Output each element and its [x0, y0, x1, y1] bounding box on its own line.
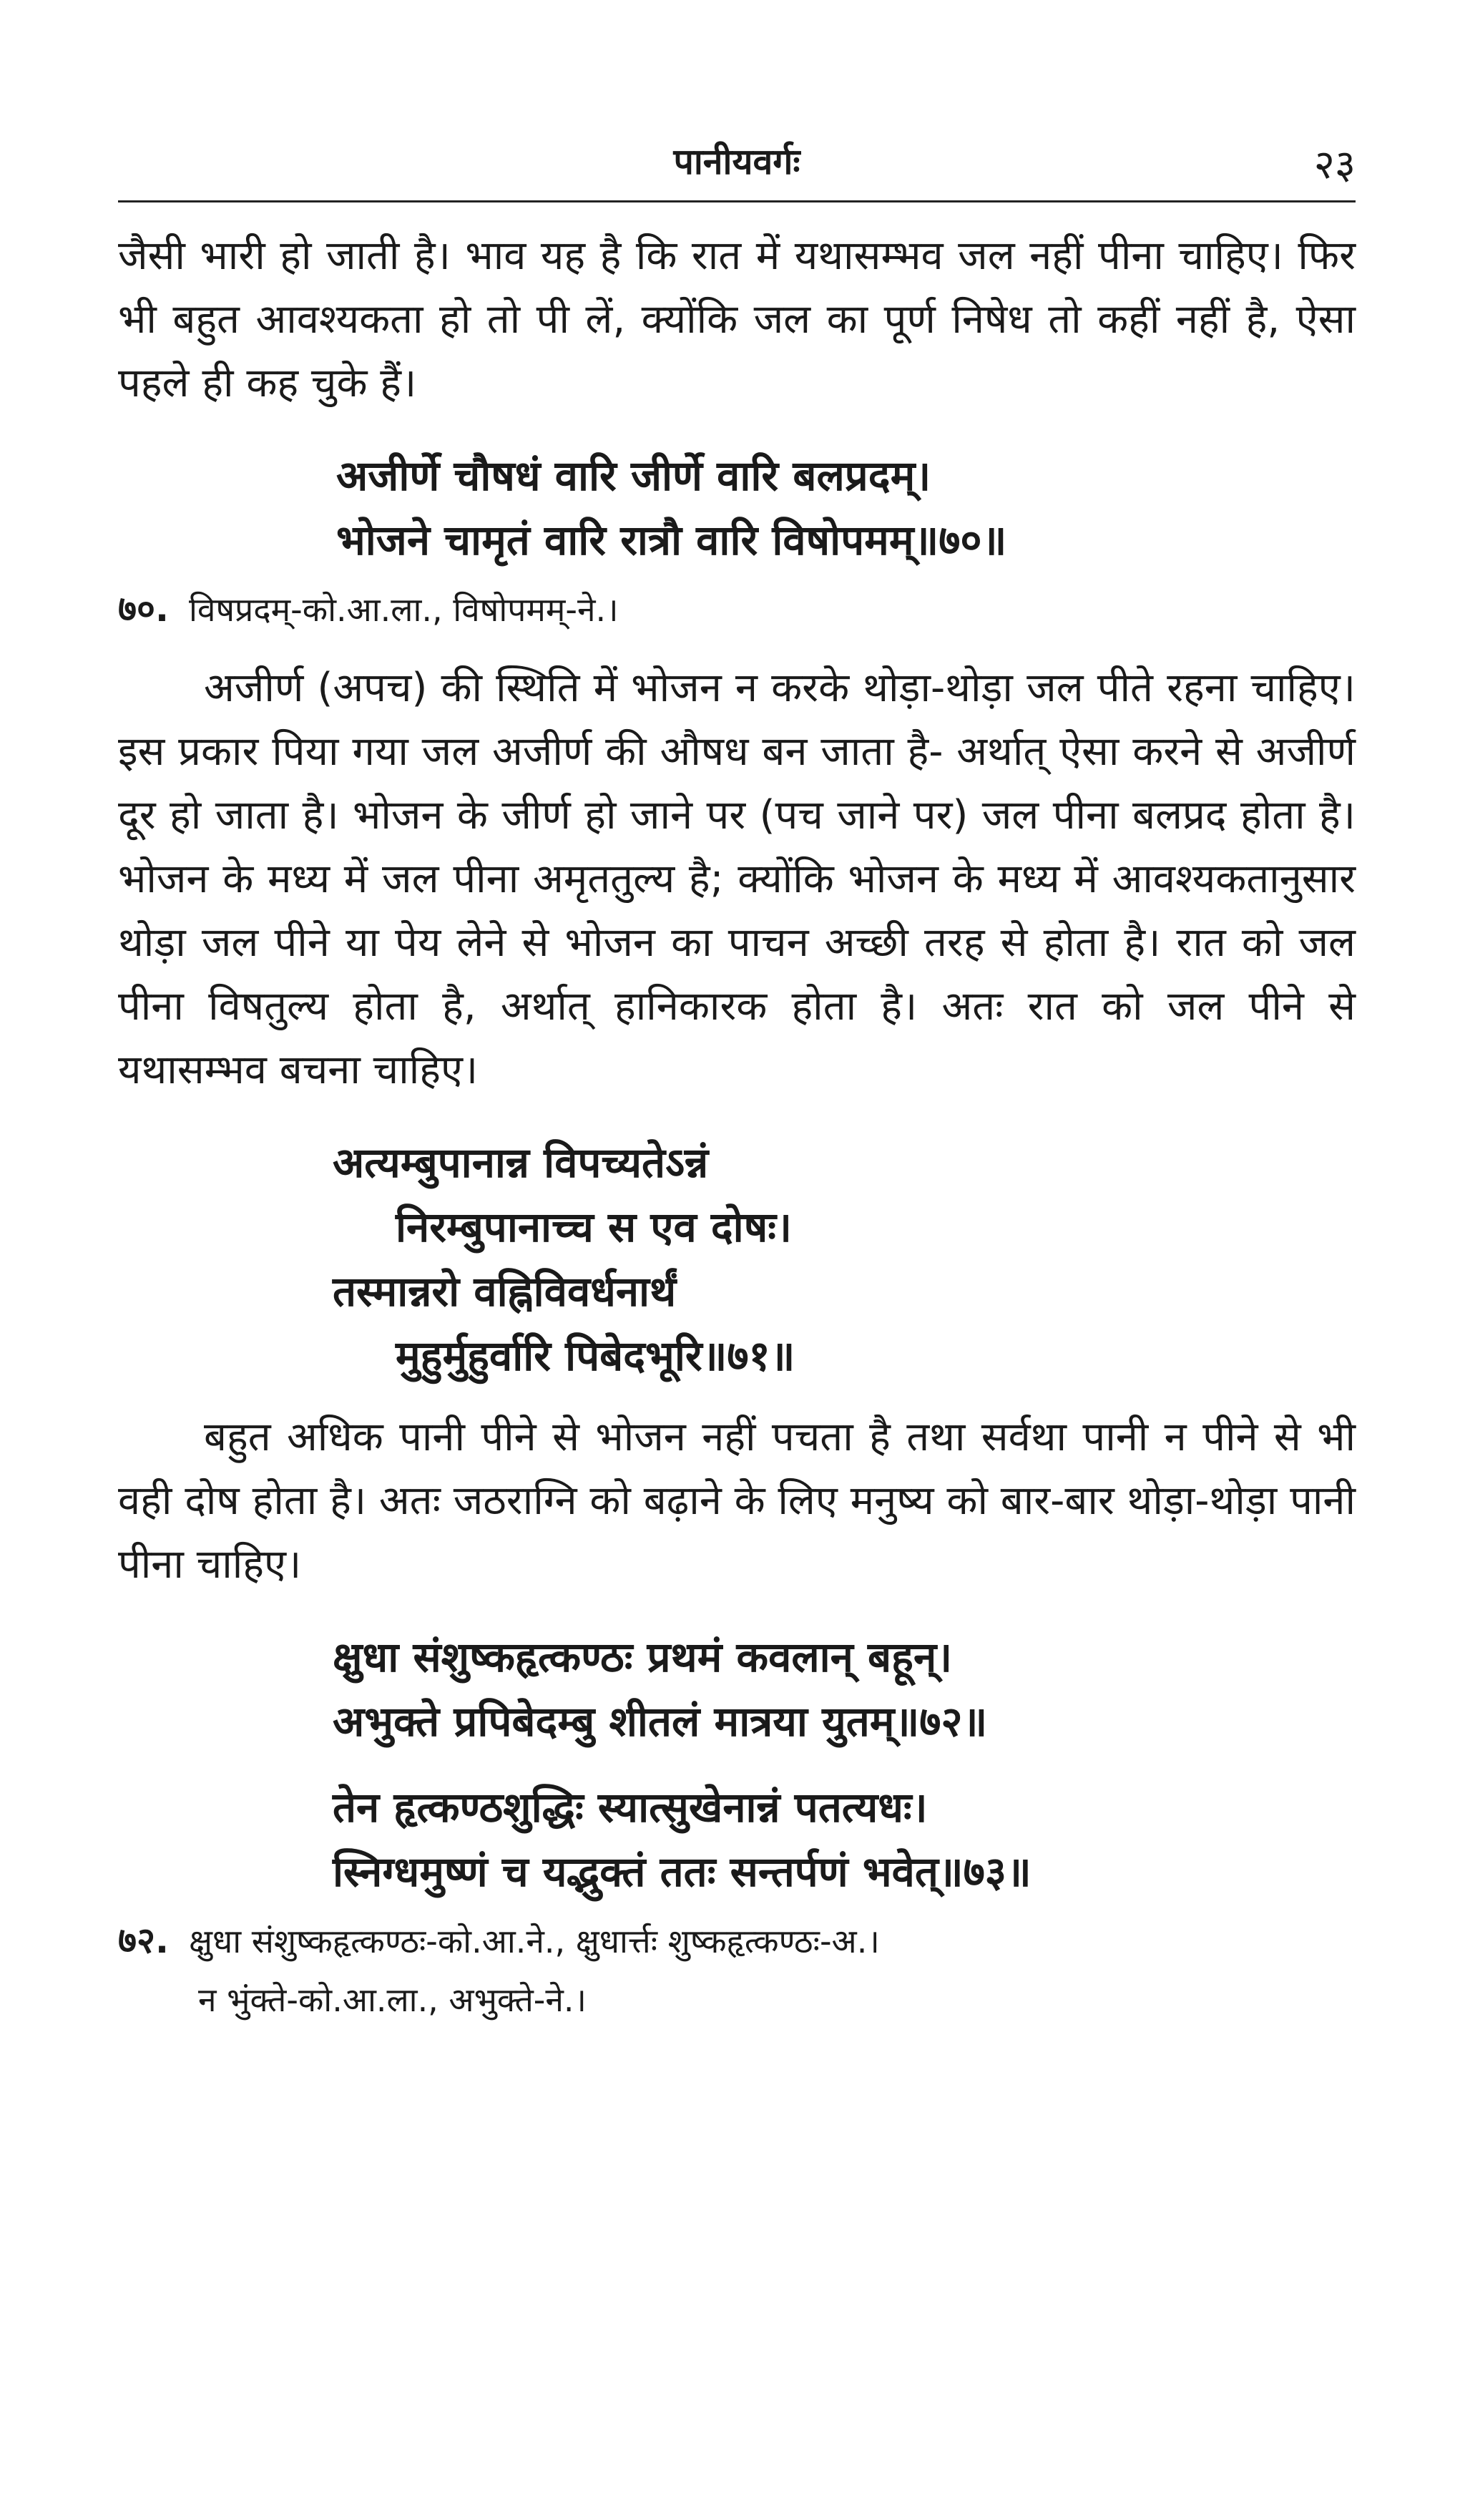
footnote-72-number: ७२. [118, 1920, 169, 1961]
commentary-71: बहुत अधिक पानी पीने से भोजन नहीं पचता है तथा सर्वथा पानी न पीने से भी वही दोष होता है। अतः जठराग्नि को बढ़ाने के लिए मनुष्य को बार-बार थोड़ा-थोड़ा पानी पीना चाहिए। [118, 1414, 1356, 1588]
verse-73-line-2: स्निग्धमुष्णं च यद्भुक्तं ततः सन्तर्पणं भवेत्॥७३॥ [333, 1847, 1032, 1896]
intro-paragraph: जैसी भारी हो जाती है। भाव यह है कि रात में यथासम्भव जल नहीं पीना चाहिए। फिर भी बहुत आवश्यकता हो तो पी लें, क्योंकि जल का पूर्ण निषेध तो कहीं नहीं है, ऐसा पहले ही कह चुके हैं। [118, 233, 1356, 406]
running-title: पानीयवर्गः [673, 141, 800, 182]
verse-71-line-4: मुहुर्मुहुर्वारि पिबेदभूरि॥७१॥ [396, 1332, 795, 1380]
footnote-70 [118, 580, 1356, 639]
verse-72 [118, 1625, 1356, 1754]
page-number: २३ [1313, 142, 1356, 188]
verse-73 [118, 1775, 1356, 1904]
verse-70 [118, 444, 1356, 572]
book-page [118, 129, 1356, 2029]
footnote-72-text-2: न भुंक्ते-को.आ.ला., अभुक्ते-ने.। [198, 1981, 587, 2019]
verse-72-line-2: अभुक्ते प्रपिबेदम्बु शीतलं मात्रया युतम्॥७२॥ [333, 1697, 988, 1746]
verse-73-line-1: तेन हृत्कण्ठशुद्धिः स्यात्सुखेनान्नं पतत्यधः। [333, 1783, 928, 1832]
footnote-70-text: विषप्रदम्-को.आ.ला., विषोपमम्-ने.। [189, 590, 619, 629]
header-rule [118, 200, 1356, 202]
verse-71-line-2: निरम्बुपानाच्च स एव दोषः। [396, 1203, 792, 1251]
verse-70-line-2: भोजने चामृतं वारि रात्रौ वारि विषोपमम्॥७०॥ [336, 516, 1007, 565]
verse-70-line-1: अजीर्णे चौषधं वारि जीर्णे वारि बलप्रदम्। [336, 451, 931, 500]
verse-71-line-3: तस्मान्नरो वह्निविवर्धनार्थं [333, 1267, 677, 1316]
commentary-70: अजीर्ण (अपच) की स्थिति में भोजन न करके थोड़ा-थोड़ा जल पीते रहना चाहिए। इस प्रकार पिया गया जल अजीर्ण की औषध बन जाता है- अर्थात् ऐसा करने से अजीर्ण दूर हो जाता है। भोजन के जीर्ण हो जाने पर (पच जाने पर) जल पीना बलप्रद होता है। भोजन के मध्य में जल पीना अमृततुल्य है; क्योंकि भोजन के मध्य में आवश्यकतानुसार थोड़ा जल पीने या पेय लेने से भोजन का पाचन अच्छी तरह से होता है। रात को जल पीना विषतुल्य होता है, अर्थात् हानिकारक होता है। अतः रात को जल पीने से यथासम्भव बचना चाहिए। [118, 665, 1356, 1093]
footnote-72 [118, 1911, 1356, 2029]
footnote-70-number: ७०. [118, 588, 169, 630]
verse-71 [118, 1130, 1356, 1388]
footnote-72-text-1: क्षुधा संशुष्कहृत्कण्ठः-को.आ.ने., क्षुधार्त्तः शुष्कहृत्कण्ठः-अ.। [189, 1922, 880, 1960]
page-header [118, 129, 1356, 193]
verse-71-line-1: अत्यम्बुपानान्न विपच्यतेऽन्नं [333, 1138, 709, 1187]
verse-72-line-1: क्षुधा संशुष्कहृत्कण्ठः प्रथमं कवलान् बहून्। [333, 1633, 953, 1681]
